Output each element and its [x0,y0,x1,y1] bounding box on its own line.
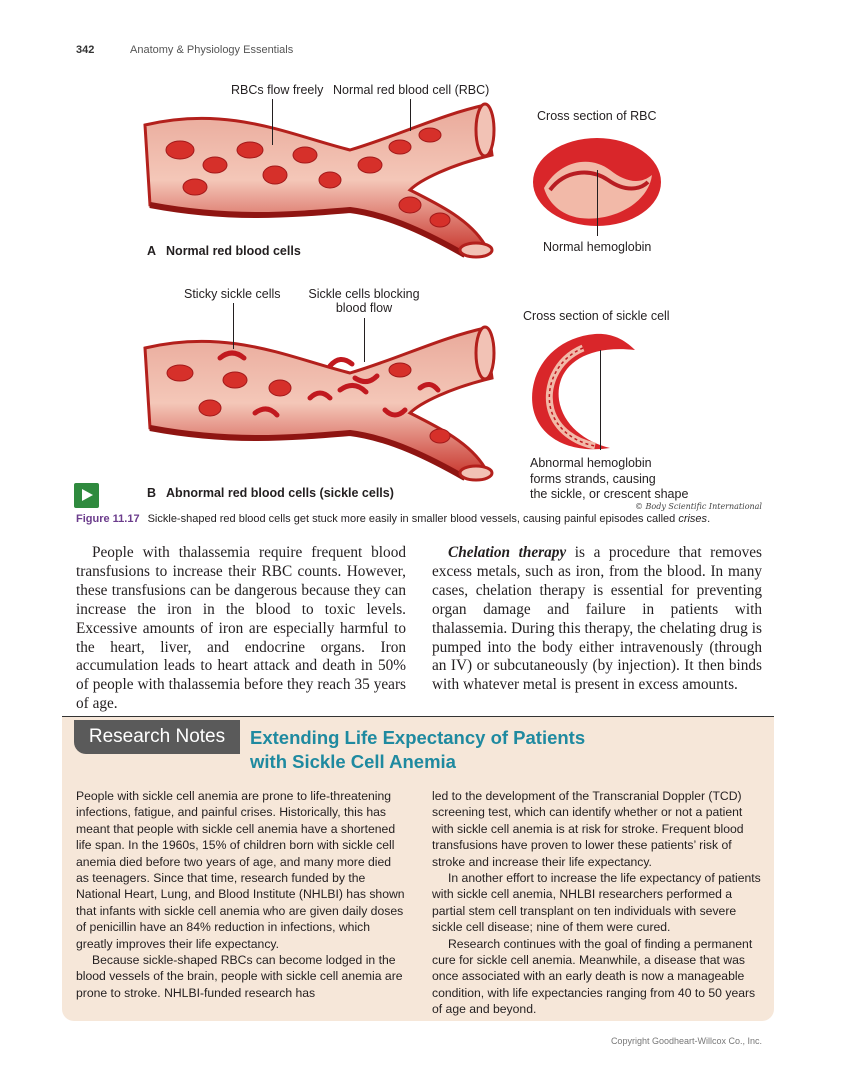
panel-title-text: Abnormal red blood cells (sickle cells) [166,486,394,500]
label-abnormal-hemoglobin [530,456,688,503]
label-line: forms strands, causing [530,471,656,486]
panel-letter: A [147,244,157,258]
label-cross-sickle: Cross section of sickle cell [523,309,670,323]
note-paragraph: In another effort to increase the life expectancy of patients with sickle cell anemia, NHLBI researchers performed a partial stem cell transplant on ten individuals with severe sickle cell disease; nine of them were cured. [432,871,761,935]
leader-line [364,318,365,362]
figure-caption [76,513,776,525]
body-column-left [76,544,406,714]
body-paragraph [432,544,762,695]
caption-text: Sickle-shaped red blood cells get stuck more easily in smaller blood vessels, causing painful episodes called [147,513,679,525]
paragraph-text: is a procedure that removes excess metals, such as iron, from the blood. In many cases, chelation therapy is essential for preventing organ damage and failure in patients with thalassemia. During this therapy, the chelating drug is pumped into the body either intravenously (through an IV) or subcutaneously (by injection). It then binds with whatever metal is present in excess amounts. [432,544,762,694]
leader-line [272,99,273,145]
label-line: Abnormal hemoglobin [530,456,652,470]
label-line: the sickle, or crescent shape [530,487,689,501]
leader-line [233,303,234,349]
title-line: with Sickle Cell Anemia [250,751,456,772]
label-sticky-sickle: Sticky sickle cells [184,287,281,301]
title-line: Extending Life Expectancy of Patients [250,727,586,748]
page-number: 342 [76,44,95,56]
research-notes-tab: Research Notes [74,720,240,754]
label-cross-rbc: Cross section of RBC [537,109,657,123]
research-notes-column-right [432,788,762,1018]
panel-title-text: Normal red blood cells [166,244,301,258]
body-paragraph: People with thalassemia require frequent blood transfusions to increase their RBC counts. However, these transfusions can be dangerous because they can increase the iron in the blood to toxic levels. Excessive amounts of iron are especially harmful to the heart, liver, and endocrine organs. Iron accumulation leads to heart attack and death in 50% of people with thalassemia before they reach 35 years of age. [76,544,406,713]
research-notes-column-left [76,788,406,1001]
label-sickle-blocking [303,287,425,315]
panel-a-title [147,244,301,258]
copyright-footer: Copyright Goodheart-Willcox Co., Inc. [610,1036,762,1046]
label-line: Sickle cells blocking [308,287,420,301]
image-credit: © Body Scientific International [634,502,762,511]
research-notes-title [250,726,630,774]
panel-b-title [147,486,394,500]
running-head: Anatomy & Physiology Essentials [130,44,294,56]
label-line: blood flow [335,301,393,315]
label-normal-rbc: Normal red blood cell (RBC) [333,83,490,97]
note-paragraph: Because sickle-shaped RBCs can become lodged in the blood vessels of the brain, people with sickle cell anemia are prone to stroke. NHLBI-funded research has [76,953,403,1000]
panel-letter: B [147,486,157,500]
leader-line [600,350,601,450]
note-paragraph: Research continues with the goal of finding a permanent cure for sickle cell anemia. Meanwhile, a disease that was once associated with an early death is now a manageable condition, with life expectancies ranging from 40 to 50 years of age and beyond. [432,936,756,1017]
play-icon [82,489,93,501]
sickle-cross-section-illustration [525,330,670,455]
key-term: Chelation therapy [448,544,567,561]
note-paragraph: People with sickle cell anemia are prone to life-threatening infections, fatigue, and painful crises. Historically, this has meant that people with sickle cell anemia have a shortened life span. In the 1960s, 15% of children born with sickle cell anemia died before two years of age, and many more died as teenagers. Since that time, research funded by the National Heart, Lung, and Blood Institute (NHLBI) has shown that infants with sickle cell anemia who are given daily doses of penicillin have an 84% reduction in infections, which greatly improves their life expectancy. [76,789,405,951]
leader-line [410,99,411,131]
sickle-vessel-illustration [140,318,500,483]
label-rbcs-flow: RBCs flow freely [231,83,324,97]
note-paragraph: led to the development of the Transcranial Doppler (TCD) screening test, which can identify whether or not a patient with sickle cell anemia is at risk for stroke. Frequent blood transfusions have proven to lower these patients’ risk of stroke and increase their life expectancy. [432,789,744,869]
caption-end: . [707,513,711,525]
play-video-button[interactable] [74,483,99,508]
label-normal-hemoglobin: Normal hemoglobin [543,240,652,254]
leader-line [597,170,598,236]
figure-number: Figure 11.17 [76,513,140,525]
body-column-right [432,544,762,695]
caption-emphasis: crises [678,513,708,525]
normal-vessel-illustration [140,95,500,260]
